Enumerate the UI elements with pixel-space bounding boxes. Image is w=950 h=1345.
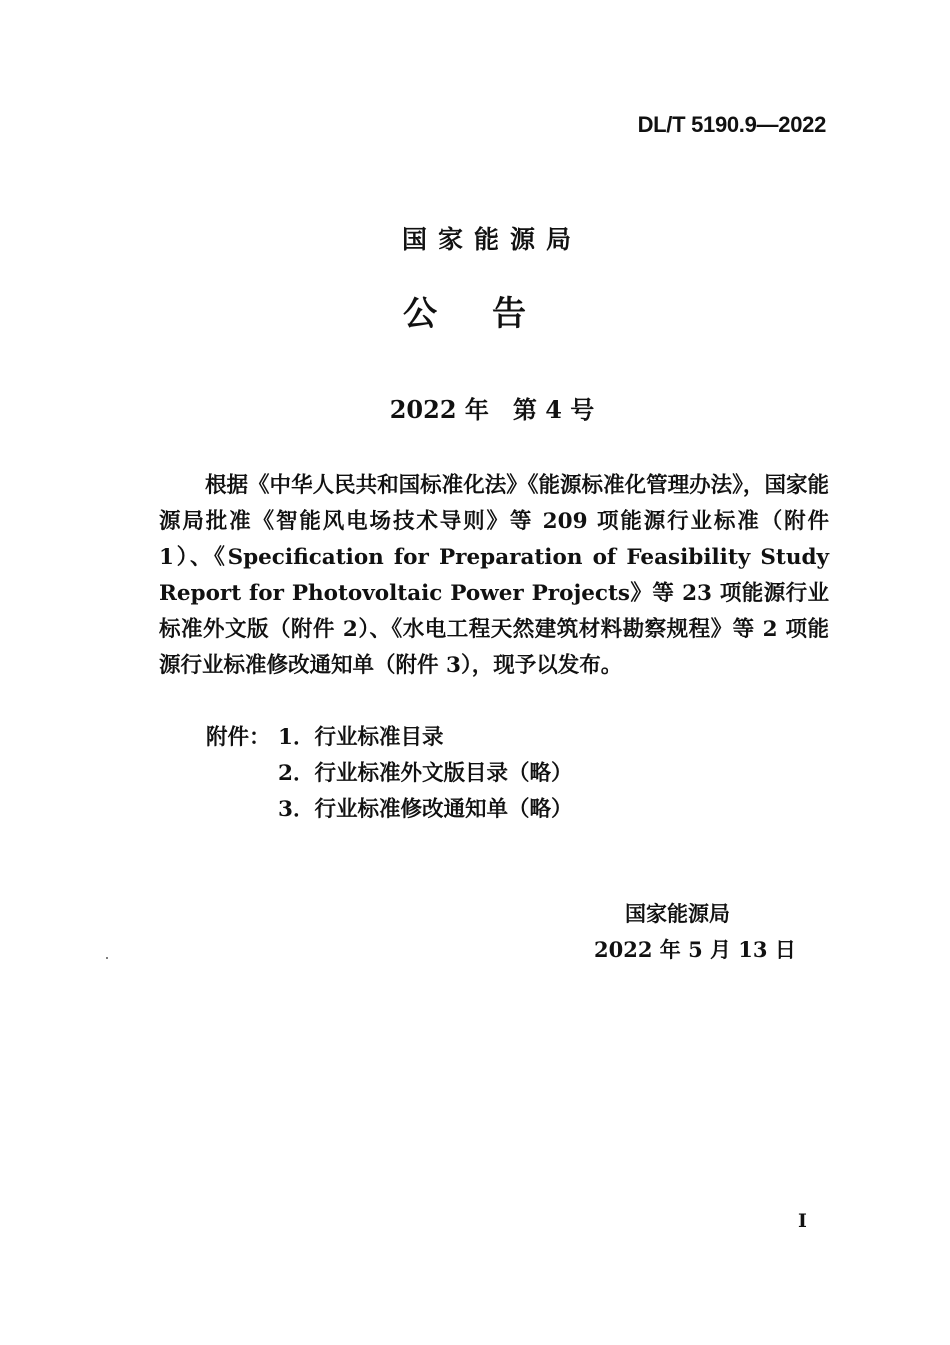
attachments-label: 附件：	[206, 725, 271, 750]
signature-date: 2022 年 5 月 13 日	[594, 937, 796, 962]
scan-speck	[106, 957, 108, 959]
document-title: 公告	[403, 294, 581, 334]
attachment-item	[206, 792, 572, 828]
standard-code: DL/T 5190.9—2022	[637, 112, 826, 137]
attachment-item-label: 2．行业标准外文版目录（略）	[278, 761, 573, 786]
announcement-body: 根据《中华人民共和国标准化法》《能源标准化管理办法》，国家能源局批准《智能风电场技术导则》等 209 项能源行业标准（附件 1）、《Specification for Preparation of Feasibility Study Report for Photovoltaic Power Projects》等 23 项能源行业标准外文版（附件 2）、《水电工程天然建筑材料勘察规程》等 2 项能源行业标准修改通知单（附件 3），现予以发布。	[159, 473, 829, 678]
document-number: 2022 年 第 4 号	[389, 395, 595, 424]
attachment-item-label: 3．行业标准修改通知单（略）	[278, 797, 573, 822]
signature-organization: 国家能源局	[625, 902, 730, 926]
attachment-item-label: 1．行业标准目录	[278, 725, 444, 750]
attachments-list	[206, 720, 572, 828]
attachment-item	[206, 720, 572, 756]
attachment-item	[206, 756, 572, 792]
page-number: I	[798, 1210, 807, 1232]
issuer-heading: 国家能源局	[401, 225, 582, 254]
